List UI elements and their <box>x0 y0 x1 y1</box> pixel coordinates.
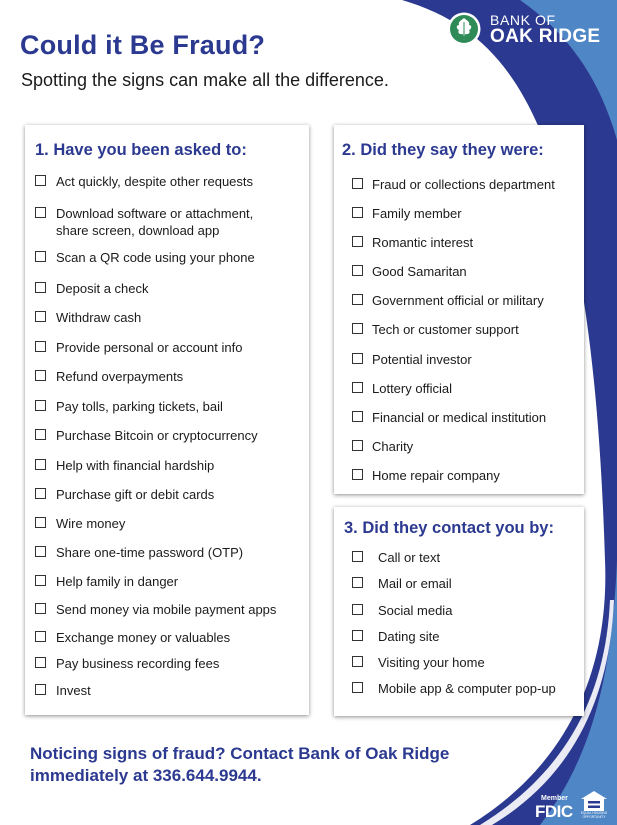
checklist-label: Pay business recording fees <box>56 656 220 671</box>
checklist-item[interactable] <box>35 280 149 297</box>
checklist-label: Good Samaritan <box>372 264 467 279</box>
checklist-label: Share one-time password (OTP) <box>56 545 244 560</box>
checklist-label: Visiting your home <box>378 655 485 670</box>
checkbox[interactable] <box>35 370 46 381</box>
checkbox[interactable] <box>35 282 46 293</box>
checkbox[interactable] <box>352 440 363 451</box>
checklist-item[interactable] <box>352 467 500 484</box>
checklist-item[interactable] <box>35 205 253 239</box>
checklist-label: Pay tolls, parking tickets, bail <box>56 399 223 414</box>
checklist-item[interactable] <box>352 409 546 426</box>
checkbox[interactable] <box>35 603 46 614</box>
checklist-item[interactable] <box>352 628 439 645</box>
checkbox[interactable] <box>35 341 46 352</box>
checklist-label: Invest <box>56 683 91 698</box>
fdic-member-label: Member <box>541 795 568 802</box>
checkbox[interactable] <box>352 353 363 364</box>
equal-housing-label: EQUAL HOUSING OPPORTUNITY <box>580 811 608 819</box>
oak-leaf-icon <box>447 12 481 46</box>
section-1-heading: 1. Have you been asked to: <box>35 141 247 159</box>
checklist-item[interactable] <box>352 176 555 193</box>
checklist-item[interactable] <box>352 292 544 309</box>
checklist-label: Dating site <box>378 629 440 644</box>
checkbox[interactable] <box>352 656 363 667</box>
checkbox[interactable] <box>352 604 363 615</box>
checkbox[interactable] <box>352 551 363 562</box>
checklist-label: Scan a QR code using your phone <box>56 250 255 265</box>
checklist-label: Potential investor <box>372 352 472 367</box>
checklist-item[interactable] <box>35 682 91 699</box>
checkbox[interactable] <box>352 207 363 218</box>
section-1-card <box>25 125 309 715</box>
section-3-heading: 3. Did they contact you by: <box>344 519 554 537</box>
checkbox[interactable] <box>352 236 363 247</box>
checkbox[interactable] <box>352 469 363 480</box>
logo-line-2: OAK RIDGE <box>490 26 601 47</box>
checkbox[interactable] <box>35 459 46 470</box>
checklist-item[interactable] <box>352 351 472 368</box>
checklist-item[interactable] <box>352 680 556 697</box>
checklist-item[interactable] <box>352 321 519 338</box>
logo-line-1: BANK OF <box>490 12 556 28</box>
checklist-label: Mail or email <box>378 576 452 591</box>
checkbox[interactable] <box>35 631 46 642</box>
checklist-item[interactable] <box>35 573 178 590</box>
checkbox[interactable] <box>35 311 46 322</box>
checklist-item[interactable] <box>35 427 258 444</box>
checklist-label: Download software or attachment, share screen, download app <box>56 206 254 238</box>
checkbox[interactable] <box>35 488 46 499</box>
checklist-item[interactable] <box>352 263 467 280</box>
checklist-item[interactable] <box>35 655 219 672</box>
checklist-item[interactable] <box>35 457 214 474</box>
page-subtitle: Spotting the signs can make all the difference. <box>21 70 389 90</box>
checkbox[interactable] <box>35 175 46 186</box>
section-3-card <box>334 507 584 716</box>
checkbox[interactable] <box>35 575 46 586</box>
checklist-item[interactable] <box>352 438 413 455</box>
fdic-label: FDIC <box>535 802 573 821</box>
page-title: Could it Be Fraud? <box>20 30 266 60</box>
checklist-item[interactable] <box>352 549 440 566</box>
section-2-card <box>334 125 584 494</box>
checkbox[interactable] <box>352 323 363 334</box>
checklist-item[interactable] <box>35 398 223 415</box>
checklist-label: Withdraw cash <box>56 310 142 325</box>
contact-footer: Noticing signs of fraud? Contact Bank of Oak Ridge immediately at 336.644.9944. <box>30 744 450 785</box>
checklist-item[interactable] <box>35 544 243 561</box>
checklist-item[interactable] <box>352 575 452 592</box>
checkbox[interactable] <box>35 251 46 262</box>
checklist-label: Call or text <box>378 550 441 565</box>
checklist-label: Refund overpayments <box>56 369 184 384</box>
checklist-label: Home repair company <box>372 468 500 483</box>
checklist-item[interactable] <box>35 309 141 326</box>
checklist-item[interactable] <box>352 205 462 222</box>
checklist-item[interactable] <box>35 486 214 503</box>
checklist-label: Provide personal or account info <box>56 340 243 355</box>
checkbox[interactable] <box>352 577 363 588</box>
checklist-item[interactable] <box>352 654 485 671</box>
checklist-item[interactable] <box>35 173 253 190</box>
checklist-label: Financial or medical institution <box>372 410 547 425</box>
checkbox[interactable] <box>352 682 363 693</box>
checklist-label: Tech or customer support <box>372 322 519 337</box>
checkbox[interactable] <box>35 429 46 440</box>
checklist-label: Government official or military <box>372 293 544 308</box>
equal-housing-icon <box>580 790 608 812</box>
checklist-label: Exchange money or valuables <box>56 630 231 645</box>
checklist-label: Fraud or collections department <box>372 177 555 192</box>
checklist-item[interactable] <box>35 515 125 532</box>
checklist-item[interactable] <box>35 601 276 618</box>
checklist-label: Help family in danger <box>56 574 179 589</box>
checkbox[interactable] <box>35 684 46 695</box>
checklist-label: Family member <box>372 206 462 221</box>
bank-logo <box>447 12 607 48</box>
checklist-label: Mobile app & computer pop-up <box>378 681 556 696</box>
equal-housing-badge <box>580 790 608 820</box>
checkbox[interactable] <box>35 400 46 411</box>
checklist-label: Romantic interest <box>372 235 474 250</box>
checkbox[interactable] <box>35 207 46 218</box>
checklist-label: Wire money <box>56 516 126 531</box>
checklist-label: Purchase gift or debit cards <box>56 487 215 502</box>
checkbox[interactable] <box>35 517 46 528</box>
checklist-item[interactable] <box>35 339 242 356</box>
checkbox[interactable] <box>35 546 46 557</box>
checklist-item[interactable] <box>352 380 452 397</box>
checkbox[interactable] <box>35 657 46 668</box>
checklist-label: Charity <box>372 439 414 454</box>
checklist-item[interactable] <box>35 368 183 385</box>
section-2-heading: 2. Did they say they were: <box>342 141 544 159</box>
checklist-label: Deposit a check <box>56 281 149 296</box>
checklist-label: Send money via mobile payment apps <box>56 602 277 617</box>
checklist-label: Act quickly, despite other requests <box>56 174 254 189</box>
checkbox[interactable] <box>352 411 363 422</box>
checklist-item[interactable] <box>352 234 473 251</box>
checklist-label: Purchase Bitcoin or cryptocurrency <box>56 428 258 443</box>
checklist-label: Help with financial hardship <box>56 458 215 473</box>
checkbox[interactable] <box>352 294 363 305</box>
checkbox[interactable] <box>352 178 363 189</box>
checklist-label: Lottery official <box>372 381 452 396</box>
checklist-item[interactable] <box>352 602 452 619</box>
checklist-label: Social media <box>378 603 453 618</box>
checklist-item[interactable] <box>35 249 255 266</box>
checkbox[interactable] <box>352 265 363 276</box>
checklist-item[interactable] <box>35 629 230 646</box>
fdic-badge <box>535 795 575 819</box>
checkbox[interactable] <box>352 630 363 641</box>
checkbox[interactable] <box>352 382 363 393</box>
